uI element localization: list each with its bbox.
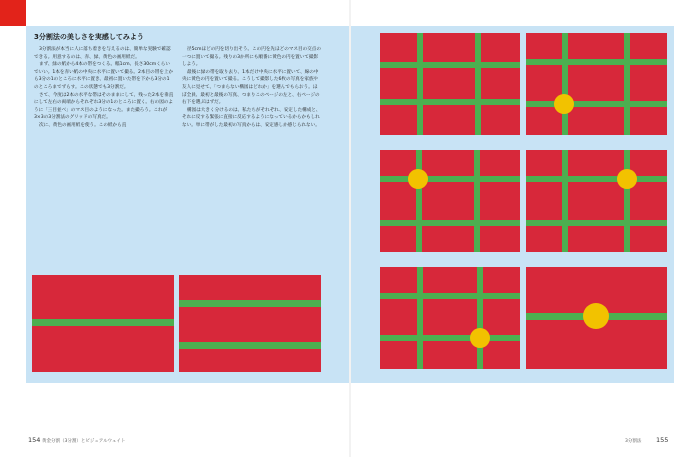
page-number-right: 155: [656, 436, 669, 444]
photo-two-horizontal-strips: [179, 275, 321, 372]
running-footer-right: 3分割法: [625, 439, 642, 444]
green-strip: [417, 33, 423, 135]
green-strip: [562, 150, 568, 252]
photo-single-center-strip: [32, 275, 174, 372]
yellow-circle: [554, 94, 574, 114]
green-strip: [624, 33, 630, 135]
green-strip: [380, 176, 520, 182]
green-strip: [380, 335, 520, 341]
yellow-circle: [408, 169, 428, 189]
green-strip: [380, 293, 520, 299]
photo-grid-dot-lower-left: [526, 33, 667, 135]
paragraph: 次に、黄色の画用紙を使う。この紙から直: [39, 122, 127, 128]
page-number-left: 154: [28, 436, 41, 444]
green-strip: [179, 300, 321, 307]
body-column-2: [182, 46, 322, 130]
green-strip: [475, 33, 481, 135]
paragraph: さて、今度は2本の水平な帯はそのままにして、残った2本を垂直にして左右の両端からそれぞれ3分の1のところに置く。右の図のように「三目並べ」のマス目のようになった。また撮ろう。これが3×3の3分割法のグリッドの写真だ。: [34, 92, 174, 121]
running-footer-left: 黄金分割（3分割）とビジュアルウェイト: [42, 439, 126, 444]
paragraph: まず、緑の紙から4本の帯をつくる。幅1cm、長さ30cmくらいでいい。1本を赤い紙の中央に水平に置いて撮る。2本目の帯を上から3分の1のところに水平に置き、最初に置いた帯を下から3分の1のところまでずらす。この状態でも3分割だ。: [34, 62, 174, 90]
green-strip: [526, 220, 667, 226]
page-gutter: [349, 0, 351, 457]
green-strip: [474, 150, 480, 252]
photo-grid-plain: [380, 33, 520, 135]
paragraph: 3分割法が本当に人に落ち着きを与えるのは、簡単な実験で確認できる。用意するのは、赤、緑、黄色の画用紙だ。: [34, 47, 171, 60]
yellow-circle: [617, 169, 637, 189]
green-strip: [526, 176, 667, 182]
paragraph: 最後に緑の帯を取り去り、1本だけ中央に水平に置いて、線の中央に黄色の円を置いて撮る。こうして撮影した6枚の写真を家族や友人に見せて、「つまらない構図はどれか」を選んでもらおう。ほぼ全員、最初と最後の写真、つまりこのページの左と、右ページの右下を選ぶはずだ。: [182, 69, 320, 106]
green-strip: [562, 33, 568, 135]
photo-grid-dot-upper-left: [380, 150, 520, 252]
paragraph: 径5cmほどの円を切り出そう。この円を先ほどのマス目の交点の一つに置いて撮る。残りの3か所にも順番に黄色の円を置いて撮影しよう。: [182, 47, 321, 68]
paragraph: 構図は大きく分けるのは、私たちがそれぞれ、安定した構成と、それに反する緊張に直接に反応するようになっているからかもしれない。単に帯がした最初の写真からは、安定感しか感じられない。: [182, 107, 321, 128]
green-strip: [179, 342, 321, 349]
photo-single-strip-center-dot: [526, 267, 667, 369]
photo-grid-dot-upper-right: [526, 150, 667, 252]
yellow-circle: [470, 328, 490, 348]
green-strip: [477, 267, 483, 369]
photo-grid-dot-lower-right: [380, 267, 520, 369]
green-strip: [526, 101, 667, 107]
green-strip: [380, 62, 520, 68]
green-strip: [416, 150, 422, 252]
green-strip: [380, 99, 520, 105]
section-heading: 3分割法の美しさを実感してみよう: [34, 33, 144, 41]
green-strip: [417, 267, 423, 369]
body-column-1: [34, 46, 174, 130]
green-strip: [624, 150, 630, 252]
green-strip: [32, 319, 174, 326]
green-strip: [526, 59, 667, 65]
green-strip: [380, 220, 520, 226]
yellow-circle: [583, 303, 609, 329]
